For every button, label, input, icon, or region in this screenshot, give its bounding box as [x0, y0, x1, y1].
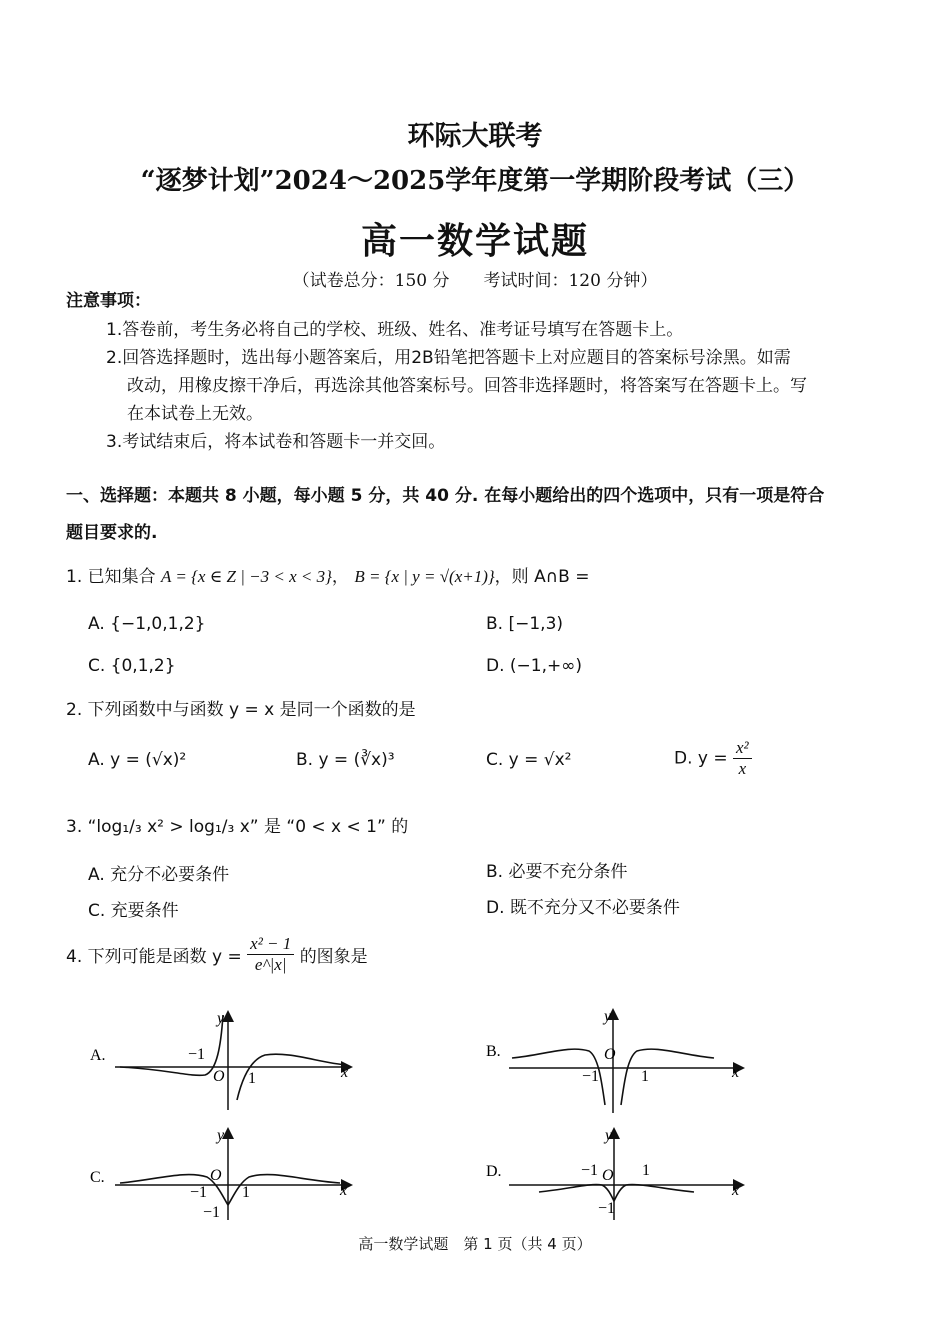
q2-option-d-denominator: x [738, 759, 747, 778]
graph-c-y-label: y [217, 1127, 225, 1144]
section-heading: 一、选择题：本题共 8 小题，每小题 5 分，共 40 分. 在每小题给出的四个选项中，只有一项是符合 [66, 486, 825, 506]
q2-option-a: A. y = (√x)² [88, 750, 187, 770]
graph-c-curve [120, 1175, 340, 1205]
graph-b-curve-right [621, 1049, 714, 1105]
notice-item-2-cont: 改动，用橡皮擦干净后，再选涂其他答案标号。回答非选择题时，将答案写在答题卡上。写 [127, 376, 807, 396]
graph-c-minus-one: −1 [190, 1184, 208, 1201]
graph-d-y-label: y [605, 1127, 613, 1144]
notice-item-1: 1.答卷前，考生务必将自己的学校、班级、姓名、准考证号填写在答题卡上。 [106, 320, 684, 340]
graph-a-one: 1 [248, 1070, 256, 1087]
q2-option-b: B. y = (∛x)³ [296, 750, 395, 770]
exam-subtitle: “逐梦计划”2024～2025学年度第一学期阶段考试（三） [140, 166, 810, 196]
graph-b-one: 1 [641, 1068, 649, 1085]
notice-item-2: 2.回答选择题时，选出每小题答案后，用2B铅笔把答题卡上对应题目的答案标号涂黑。如需 [106, 348, 791, 368]
graph-a-y-label: y [217, 1010, 225, 1027]
q1-set-b: B = {x | y = √(x+1)} [354, 567, 495, 586]
graph-a-x-label: x [341, 1064, 349, 1081]
q2-option-d-prefix: D. y = [674, 748, 728, 769]
notice-heading: 注意事项： [66, 291, 151, 311]
q4-stem-suffix: 的图象是 [299, 947, 368, 967]
graph-b-label: B. [486, 1043, 501, 1060]
graph-a-origin: O [213, 1068, 225, 1085]
notice-item-3: 3.考试结束后，将本试卷和答题卡一并交回。 [106, 432, 446, 452]
graph-d-one: 1 [642, 1162, 650, 1179]
graph-c-x-label: x [340, 1182, 348, 1199]
q2-option-d-fraction [733, 738, 752, 779]
exam-meta: （试卷总分：150 分 考试时间：120 分钟） [292, 271, 658, 291]
graph-b-minus-one: −1 [582, 1068, 600, 1085]
exam-org: 环际大联考 [407, 121, 543, 152]
graph-d-x-label: x [732, 1182, 740, 1199]
q1-comma: ， [331, 567, 349, 587]
graph-c-label: C. [90, 1169, 105, 1186]
graph-a-label: A. [90, 1047, 106, 1064]
graph-a-minus-one: −1 [188, 1046, 206, 1063]
graph-a [85, 1005, 370, 1115]
graph-c [85, 1125, 370, 1225]
question-3-stem: 3. “log₁/₃ x² > log₁/₃ x” 是 “0 < x < 1” 的 [66, 817, 409, 837]
q4-stem-prefix: 4. 下列可能是函数 y = [66, 947, 242, 967]
notice-item-2-end: 在本试卷上无效。 [127, 404, 263, 424]
q1-option-d: D. (−1,+∞) [486, 656, 583, 676]
q3-option-b: B. 必要不充分条件 [486, 862, 628, 882]
graph-d-curve [539, 1185, 694, 1201]
graph-c-origin: O [210, 1167, 222, 1184]
graph-b-x-label: x [732, 1064, 740, 1081]
q1-set-a: A = {x ∈ Z | −3 < x < 3} [161, 567, 332, 586]
graph-b [484, 1005, 759, 1115]
q4-fraction [247, 934, 294, 975]
q1-option-b: B. [−1,3) [486, 614, 564, 634]
q1-prefix: 1. 已知集合 [66, 567, 156, 587]
question-1-stem [66, 562, 589, 587]
graph-d-y-minus-one: −1 [598, 1200, 616, 1217]
graph-d-label: D. [486, 1163, 502, 1180]
graph-d-origin: O [602, 1167, 614, 1184]
q3-option-a: A. 充分不必要条件 [88, 865, 230, 885]
question-2-stem: 2. 下列函数中与函数 y = x 是同一个函数的是 [66, 700, 416, 720]
q1-option-a: A. {−1,0,1,2} [88, 614, 206, 634]
q4-numerator: x² − 1 [247, 934, 294, 955]
q2-option-c: C. y = √x² [486, 750, 572, 770]
q4-denominator: e^|x| [254, 955, 287, 974]
q1-option-c: C. {0,1,2} [88, 656, 176, 676]
q1-suffix: ，则 A∩B = [494, 567, 590, 587]
page-footer: 高一数学试题 第 1 页（共 4 页） [358, 1235, 592, 1253]
section-heading-cont: 题目要求的. [66, 523, 158, 543]
graph-b-y-label: y [604, 1008, 612, 1025]
graph-c-one: 1 [242, 1184, 250, 1201]
q3-option-c: C. 充要条件 [88, 901, 179, 921]
graph-b-origin: O [604, 1046, 616, 1063]
graph-d-minus-one: −1 [581, 1162, 599, 1179]
graph-c-y-minus-one: −1 [203, 1204, 221, 1221]
graph-d [484, 1125, 759, 1225]
q2-option-d [674, 738, 752, 779]
q3-option-d: D. 既不充分又不必要条件 [486, 898, 680, 918]
exam-title: 高一数学试题 [360, 220, 589, 262]
q2-option-d-numerator: x² [733, 738, 752, 759]
question-4-stem [66, 934, 368, 975]
